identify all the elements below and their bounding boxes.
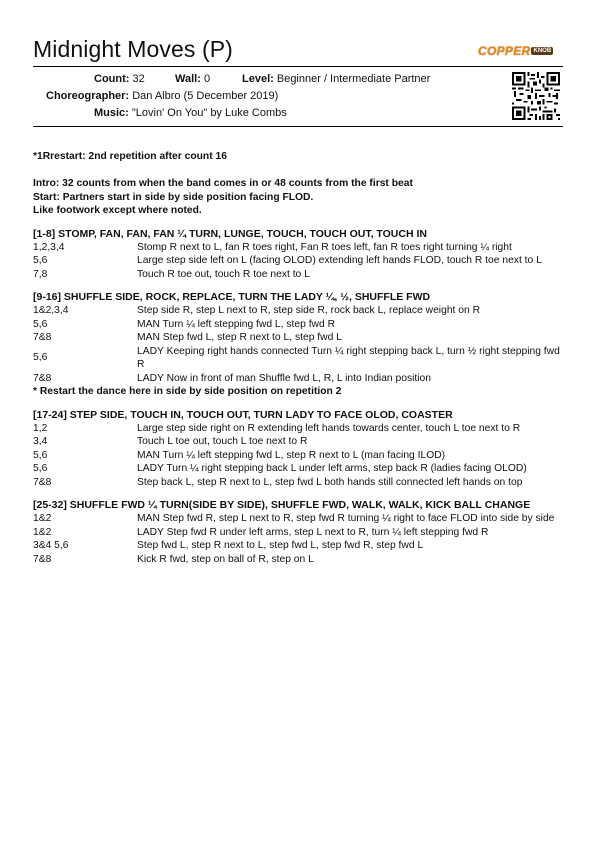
count-field [94, 73, 145, 85]
step-description: Touch L toe out, touch L toe next to R [137, 436, 308, 447]
step-row [33, 422, 563, 436]
step-count: 1&2,3,4 [33, 305, 69, 316]
step-count: 7&8 [33, 476, 52, 488]
step-count: 5,6 [33, 449, 48, 461]
step-count: 1,2 [33, 422, 48, 434]
music-field [94, 107, 287, 119]
logo-subtext: KNOB [533, 48, 552, 54]
step-description: MAN Turn ¼ left stepping fwd L, step fwd R [137, 318, 336, 330]
step-row [33, 268, 563, 282]
level-field [242, 73, 430, 85]
step-description: Stomp R next to L, fan R toes right, Fan R toes left, fan R toes right turning ¼ right [137, 241, 512, 253]
step-row [33, 435, 563, 449]
section-title: [9-16] SHUFFLE SIDE, ROCK, REPLACE, TURN THE LADY ¼, ½, SHUFFLE FWD [33, 291, 431, 303]
step-row [33, 331, 563, 345]
step-row [33, 553, 563, 567]
level-value: Beginner / Intermediate Partner [276, 73, 431, 85]
footwork-note: Like footwork except where noted. [33, 205, 202, 216]
step-row [33, 462, 563, 476]
copperknob-logo[interactable] [478, 44, 553, 58]
section-1-8 [33, 228, 563, 282]
step-row [33, 304, 563, 318]
intro-note: Intro: 32 counts from when the band comes in or 48 counts from the first beat [33, 178, 413, 189]
step-count: 3&4 5,6 [33, 540, 69, 551]
wall-value: 0 [203, 73, 211, 85]
choreographer-field [46, 90, 278, 102]
choreographer-label: Choreographer: [46, 90, 130, 102]
wall-field [175, 73, 210, 85]
step-description: Kick R fwd, step on ball of R, step on L [137, 553, 314, 565]
step-row [33, 241, 563, 255]
level-label: Level: [242, 73, 274, 85]
step-description: MAN Step fwd R, step L next to R, step fwd R turning ¼ right to face FLOD into side by side [137, 513, 555, 524]
step-count: 7&8 [33, 332, 52, 343]
logo-text: COPPER [478, 44, 531, 58]
step-description: Touch R toe out, touch R toe next to L [137, 268, 310, 280]
music-label: Music: [94, 107, 129, 119]
start-note: Start: Partners start in side by side position facing FLOD. [33, 191, 314, 203]
step-description: LADY Step fwd R under left arms, step L next to R, turn ¼ left stepping fwd R [137, 526, 489, 538]
step-row [33, 526, 563, 540]
step-description: MAN Turn ¼ left stepping fwd L, step R next to L (man facing ILOD) [137, 449, 446, 461]
step-row [33, 512, 563, 526]
step-count: 7&8 [33, 553, 52, 565]
header-divider-top [33, 66, 563, 67]
step-row [33, 476, 563, 490]
step-count: 7&8 [33, 372, 52, 384]
choreographer-value: Dan Albro (5 December 2019) [132, 90, 279, 102]
section-17-24 [33, 409, 563, 490]
step-row [33, 372, 563, 386]
step-description: LADY Turn ¼ right stepping back L under left arms, step back R (ladies facing OLOD) [137, 463, 527, 474]
step-count: 5,6 [33, 255, 48, 266]
dance-title: Midnight Moves (P) [33, 36, 233, 62]
step-count: 3,4 [33, 436, 48, 447]
step-description: LADY Now in front of man Shuffle fwd L, R, L into Indian position [137, 372, 432, 384]
restart-instruction: * Restart the dance here in side by side position on repetition 2 [33, 386, 342, 397]
qr-code-icon[interactable] [512, 72, 560, 120]
count-value: 32 [132, 73, 145, 85]
step-description: Step side R, step L next to R, step side R, rock back L, replace weight on R [137, 305, 481, 316]
step-row [33, 539, 563, 553]
section-9-16 [33, 291, 563, 399]
restart-note: *1Rrestart: 2nd repetition after count 16 [33, 151, 227, 162]
step-description: MAN Step fwd L, step R next to L, step fwd L [137, 332, 342, 343]
step-description: Step fwd L, step R next to L, step fwd L, step fwd R, step fwd L [137, 540, 424, 551]
step-description: LADY Keeping right hands connected Turn ¼ right stepping back L, turn ½ right stepping fwd R [137, 345, 560, 370]
header-divider-bottom [33, 126, 563, 127]
step-count: 1,2,3,4 [33, 241, 65, 253]
step-count: 1&2 [33, 526, 52, 538]
step-row [33, 254, 563, 268]
wall-label: Wall: [175, 73, 201, 85]
step-count: 5,6 [33, 318, 48, 330]
step-row [33, 318, 563, 332]
music-value: "Lovin' On You" by Luke Combs [131, 107, 287, 119]
step-description: Large step side left on L (facing OLOD) extending left hands FLOD, touch R toe next to L [137, 255, 542, 266]
step-row [33, 449, 563, 463]
step-count: 5,6 [33, 463, 48, 474]
step-description: Step back L, step R next to L, step fwd L both hands still connected left hands on top [137, 476, 523, 488]
section-title: [25-32] SHUFFLE FWD ¼ TURN(SIDE BY SIDE), SHUFFLE FWD, WALK, WALK, KICK BALL CHANGE [33, 499, 531, 511]
step-count: 7,8 [33, 268, 48, 280]
count-label: Count: [94, 73, 130, 85]
stepsheet-content [33, 150, 563, 566]
section-title: [17-24] STEP SIDE, TOUCH IN, TOUCH OUT, TURN LADY TO FACE OLOD, COASTER [33, 408, 453, 421]
step-count: 5,6 [33, 352, 48, 364]
step-count: 1&2 [33, 513, 52, 524]
step-description: Large step side right on R extending left hands towards center, touch L toe next to R [137, 422, 521, 434]
section-title: [1-8] STOMP, FAN, FAN, FAN ¼ TURN, LUNGE, TOUCH, TOUCH OUT, TOUCH IN [33, 227, 427, 240]
section-25-32 [33, 499, 563, 566]
step-row [33, 345, 563, 372]
